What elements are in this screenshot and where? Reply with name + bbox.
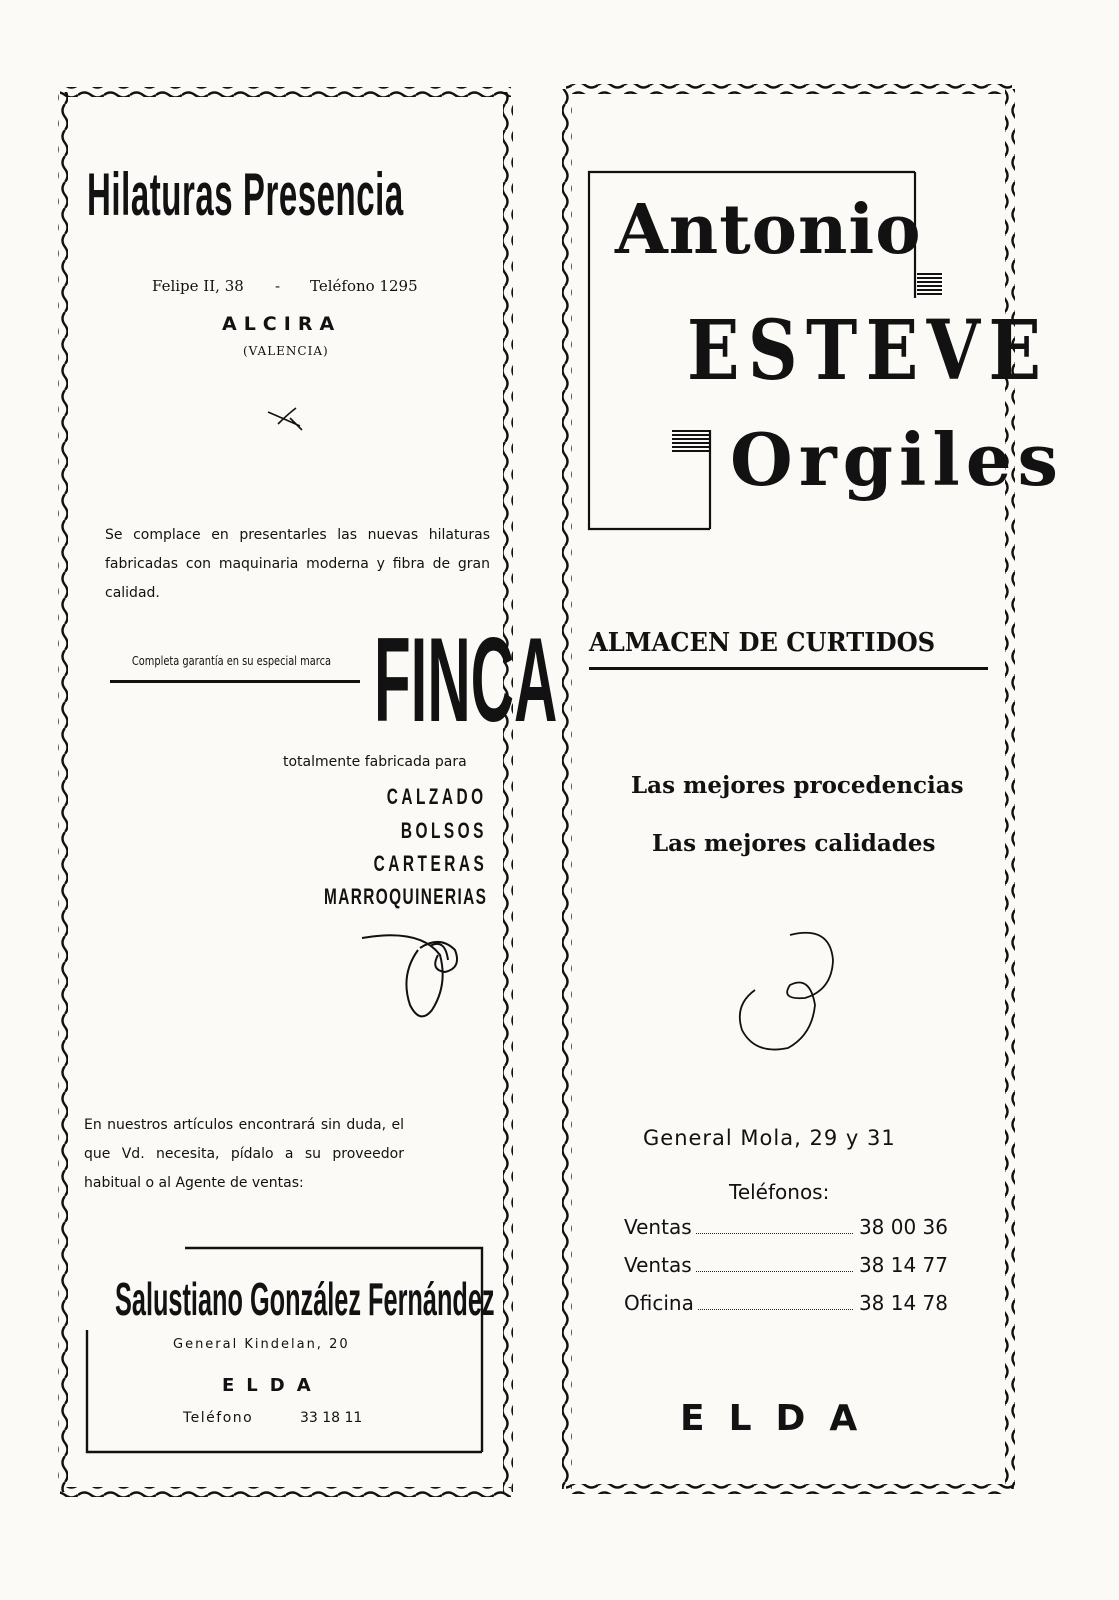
slogan-1: Las mejores procedencias (631, 772, 964, 799)
product-item: CARTERAS (373, 851, 487, 876)
store-city: ELDA (680, 1398, 882, 1439)
purpose-text: totalmente fabricada para (283, 754, 467, 770)
swirl-icon (362, 935, 457, 1016)
phone-number: 38 14 77 (858, 1253, 948, 1277)
phone-row (624, 1215, 948, 1239)
flourish-icon (268, 408, 302, 430)
owner-surname-2: Orgiles (730, 417, 1065, 502)
company-region: (VALENCIA) (243, 344, 329, 358)
store-address: General Mola, 29 y 31 (643, 1126, 896, 1150)
phone-leader (696, 1271, 853, 1272)
company-address: Felipe II, 38 (152, 277, 244, 295)
swirl-icon-2 (740, 933, 833, 1050)
phone-leader (696, 1233, 853, 1234)
agent-name: Salustiano González Fernández (115, 1273, 495, 1325)
agent-phone: 33 18 11 (300, 1410, 363, 1426)
agent-phone-label: Teléfono (183, 1410, 254, 1426)
agent-address: General Kindelan, 20 (173, 1337, 350, 1352)
owner-surname-1: ESTEVE (687, 303, 1050, 399)
phone-number: 38 00 36 (858, 1215, 948, 1239)
phone-label: Oficina (624, 1291, 694, 1315)
brand-name: FINCA (374, 613, 558, 747)
agent-city: ELDA (222, 1375, 323, 1396)
company-city-text: ALCIRA (222, 313, 342, 335)
phone-row (624, 1291, 948, 1315)
guarantee-rule (110, 680, 360, 683)
product-item: BOLSOS (400, 818, 487, 843)
phone-number: 38 14 78 (858, 1291, 948, 1315)
phone-row (624, 1253, 948, 1277)
slogan-2: Las mejores calidades (652, 830, 936, 857)
closing-paragraph: En nuestros artículos encontrará sin duda, el que Vd. necesita, pídalo a su proveedor habitual o al Agente de ventas: (84, 1117, 404, 1191)
owner-first-name: Antonio (615, 190, 922, 270)
address-separator: - (275, 277, 281, 295)
phone-leader (698, 1309, 853, 1310)
product-item: MARROQUINERIAS (323, 884, 487, 909)
phone-label: Ventas (624, 1253, 692, 1277)
phones-label: Teléfonos: (729, 1180, 830, 1204)
company-phone: Teléfono 1295 (310, 277, 418, 295)
intro-paragraph: Se complace en presentarles las nuevas hilaturas fabricadas con maquinaria moderna y fibra de gran calidad. (105, 527, 490, 601)
product-item: CALZADO (387, 784, 487, 809)
company-title: Hilaturas Presencia (87, 161, 404, 228)
phone-label: Ventas (624, 1215, 692, 1239)
business-rule (589, 667, 988, 670)
guarantee-text: Completa garantía en su especial marca (131, 654, 332, 668)
business-type: ALMACEN DE CURTIDOS (589, 628, 936, 658)
